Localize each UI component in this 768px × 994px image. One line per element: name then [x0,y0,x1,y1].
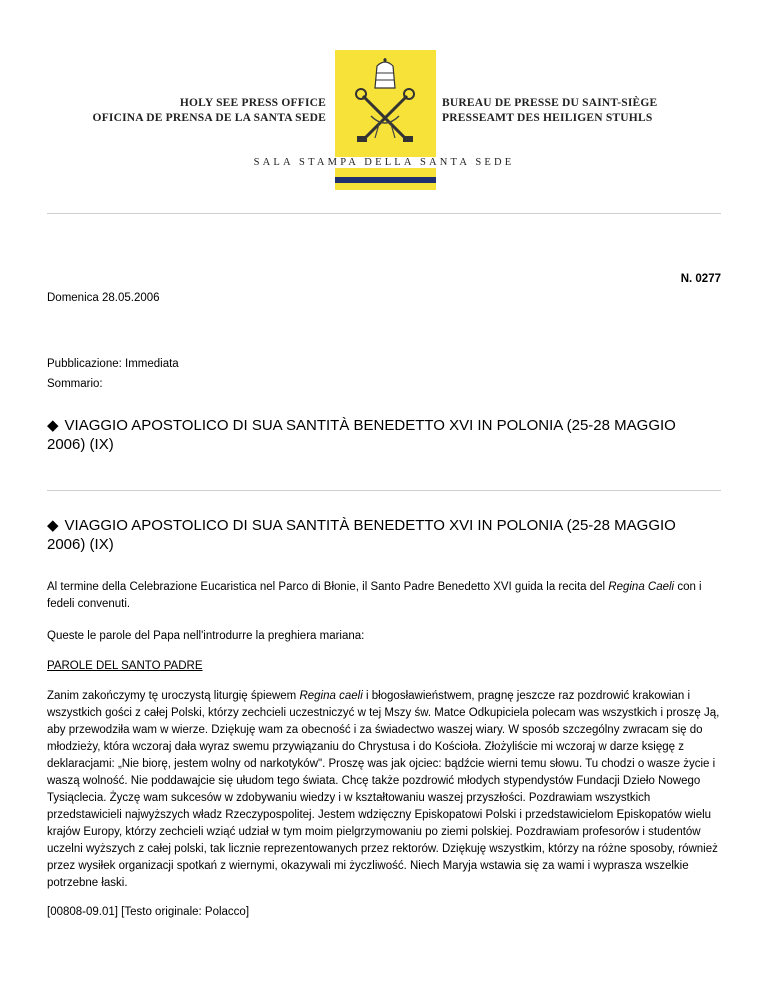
footer-reference: [00808-09.01] [Testo originale: Polacco] [47,906,250,918]
summary-item-text: VIAGGIO APOSTOLICO DI SUA SANTITÀ BENEDETTO XVI IN POLONIA (25-28 MAGGIO 2006) (IX) [47,417,676,453]
office-name-spanish: OFICINA DE PRENSA DE LA SANTA SEDE [92,112,326,124]
speech-paragraph: Zanim zakończymy tę uroczystą liturgię śpiewem Regina caeli i błogosławieństwem, pragnę jeszcze raz pozdrowić krakowian i wszystkich gości z całej Polski, którzy zechcieli uczestniczyć w tej Mszy św. Matce Odkupiciela polecam was wszystkich i proszę Ją, aby przewodziła wam w wierze. Dziękuję wam za obecność i za świadectwo waszej wiary. W sposób szczególny zwracam się do młodzieży, która wczoraj dała wyraz swemu przywiązaniu do Chrystusa i do Kościoła. Złożyliście mi wczoraj w darze księgę z deklaracjami: „Nie biorę, jestem wolny od narkotyków". Proszę was jak ojciec: bądźcie wierni temu słowu. Tu chodzi o wasze życie i waszą wolność. Nie poddawajcie się ułudom tego świata. Chcę także pozdrowić młodych stypendystów Fundacji Dzieło Nowego Tysiąclecia. Życzę wam sukcesów w zdobywaniu wiedzy i w kształtowaniu waszej przyszłości. Pozdrawiam wszystkich przedstawicieli najwyższych władz Rzeczypospolitej. Jestem wdzięczny Episkopatowi Polski i przedstawicielom Episkopatów wielu krajów Europy, którzy zechcieli wziąć udział w tym moim pielgrzymowaniu po ziemi polskiej. Pozdrawiam profesorów i studentów uczelni wyższych z całej polski, tak licznie reprezentowanych przez rektorów. Dziękuję wszystkim, którzy na różne sposoby, również przez wysiłek organizacji spotkań z wiernymi, okazywali mi życzliwość. Niech Maryja wstawia się za wami i wyprasza wszelkie potrzebne łaski. [47,690,720,889]
section-heading: PAROLE DEL SANTO PADRE [47,660,203,672]
divider [47,213,721,214]
diamond-icon: ◆ [47,517,59,534]
regina-caeli-italic: Regina caeli [299,690,363,702]
letterhead [0,0,768,210]
sala-stampa-title: SALA STAMPA DELLA SANTA SEDE [0,157,768,168]
office-name-left [93,96,326,126]
papal-crest-icon [335,58,436,153]
bulletin-number: N. 0277 [680,273,721,285]
intro-paragraph: Al termine della Celebrazione Eucaristica nel Parco di Błonie, il Santo Padre Benedetto XVI guida la recita del Regina Caeli con i fedeli convenuti. [47,581,702,610]
office-name-english: HOLY SEE PRESS OFFICE [179,97,326,109]
summary-label: Sommario: [47,378,103,390]
office-name-french: BUREAU DE PRESSE DU SAINT-SIÈGE [442,97,658,109]
flag-stripe-blue [335,177,436,183]
regina-caeli-italic: Regina Caeli [608,581,675,593]
bulletin-date: Domenica 28.05.2006 [47,292,160,304]
summary-item[interactable] [47,416,707,454]
diamond-icon: ◆ [47,417,59,434]
office-name-right [442,96,657,126]
publication-status: Pubblicazione: Immediata [47,358,179,370]
article-title [47,516,707,554]
divider [47,490,721,491]
intro-paragraph-2: Queste le parole del Papa nell'introdurre la preghiera mariana: [47,630,365,642]
article-title-text: VIAGGIO APOSTOLICO DI SUA SANTITÀ BENEDETTO XVI IN POLONIA (25-28 MAGGIO 2006) (IX) [47,517,676,553]
office-name-german: PRESSEAMT DES HEILIGEN STUHLS [442,112,653,124]
